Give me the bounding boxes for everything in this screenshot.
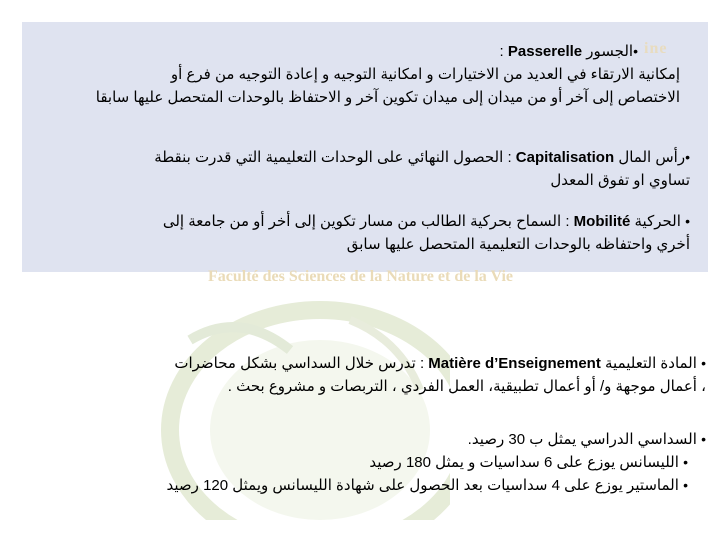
watermark-faculty-name: Faculté des Sciences de la Nature et de la Vie	[208, 268, 513, 285]
mobilite-text: السماح بحركية الطالب من مسار تكوين إلى أخر أو من جامعة إلى	[162, 213, 562, 230]
passerelle-line2: الاختصاص إلى آخر أو من ميدان إلى ميدان تكوين آخر و الاحتفاظ بالوحدات المتحصل عليها سابقا	[95, 89, 680, 106]
bullet-icon: •	[685, 149, 690, 165]
semestre-master: الماستير يوزع على 4 سداسيات بعد الحصول على شهادة الليسانس ويمثل 120 رصيد	[166, 477, 679, 494]
mobilite-latin: Mobilité	[573, 213, 631, 230]
bullet-icon: •	[633, 43, 638, 59]
capitalisation-latin: Capitalisation	[515, 149, 615, 166]
bullet-icon: •	[685, 213, 690, 229]
passerelle-sep: :	[499, 43, 504, 60]
passerelle-item	[38, 40, 638, 63]
bullet-icon: •	[683, 477, 688, 493]
bullet-icon: •	[701, 431, 706, 447]
capitalisation-sep: :	[507, 149, 512, 166]
mobilite-line2: أخري واحتفاظه بالوحدات التعليمية المتحصل عليها سابق	[346, 236, 690, 253]
watermark-text-top: ine	[644, 40, 668, 57]
capitalisation-term: رأس المال	[618, 149, 686, 166]
matiere-item	[16, 352, 706, 398]
passerelle-term: الجسور	[586, 43, 634, 60]
matiere-latin: Matière d’Enseignement	[428, 355, 601, 372]
matiere-text: تدرس خلال السداسي بشكل محاضرات	[174, 355, 416, 372]
passerelle-latin: Passerelle	[507, 43, 583, 60]
passerelle-line1: إمكانية الارتقاء في العديد من الاختيارات و امكانية التوجيه و إعادة التوجيه من فرع أو	[170, 66, 680, 83]
semestre-item	[16, 428, 706, 497]
mobilite-term: الحركية	[634, 213, 681, 230]
matiere-sep: :	[419, 355, 425, 372]
bullet-icon: •	[683, 454, 688, 470]
semestre-licence: الليسانس يوزع على 6 سداسيات و يمثل 180 رصيد	[369, 454, 679, 471]
capitalisation-text: الحصول النهائي على الوحدات التعليمية التي قدرت بنقطة	[154, 149, 504, 166]
capitalisation-item	[20, 146, 690, 192]
bullet-icon: •	[701, 355, 706, 371]
matiere-line2: ، أعمال موجهة و/ أو أعمال تطبيقية، العمل الفردي ، التربصات و مشروع بحث .	[227, 378, 706, 395]
passerelle-body	[40, 63, 680, 109]
semestre-line1: السداسي الدراسي يمثل ب 30 رصيد.	[467, 431, 697, 448]
capitalisation-line2: تساوي او تفوق المعدل	[550, 172, 690, 189]
matiere-term: المادة التعليمية	[605, 355, 697, 372]
mobilite-sep: :	[565, 213, 570, 230]
mobilite-item	[20, 210, 690, 256]
